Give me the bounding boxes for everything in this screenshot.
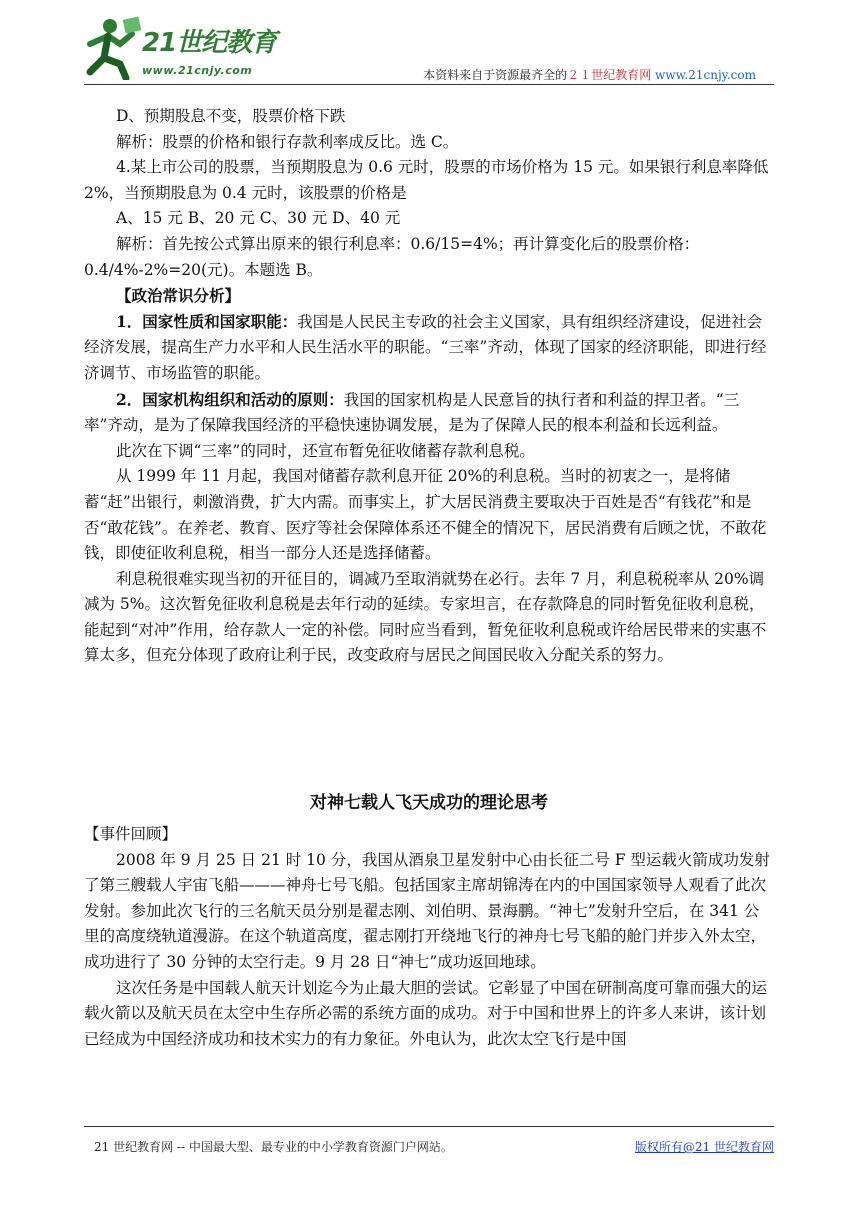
footer-tagline: 21 世纪教育网 -- 中国最大型、最专业的中小学教育资源门户网站。 [94,1140,453,1154]
analysis-4: 解析：首先按公式算出原来的银行利息率：0.6/15=4%；再计算变化后的股票价格：0.4/4%-2%=20(元)。本题选 B。 [84,234,700,279]
event-paragraph-1: 2008 年 9 月 25 日 21 时 10 分，我国从酒泉卫星发射中心由长征二号 F 型运载火箭成功发射了第三艘载人宇宙飞船———神舟七号飞船。包括国家主席胡锦涛在内的中国国家领导人观看了此次发射。参加此次飞行的三名航天员分别是翟志刚、刘伯明、景海鹏。“神七”发射升空后，在 341 公里的高度绕轨道漫游。在这个轨道高度，翟志刚打开绕地飞行的神舟七号飞船的舱门并步入外太空，成功进行了 30 分钟的太空行走。9 月 28 日“神七”成功返回地球。 [84,850,770,971]
section-heading-politics: 【政治常识分析】 [116,286,241,306]
option-d: D、预期股息不变，股票价格下跌 [116,107,346,125]
point-1-lead: 1．国家性质和国家职能： [116,311,298,331]
point-2-text: 我国的国家机构是人民意旨的执行者和利益的捍卫者。“三率”齐动，是为了保障我国经济的平稳快速协调发展，是为了保障人民的根本利益和长远利益。 [84,390,740,435]
header-note-url[interactable]: www.21cnjy.com [655,68,756,82]
point-1-text: 我国是人民民主专政的社会主义国家，具有组织经济建设，促进社会经济发展，提高生产力水平和人民生活水平的职能。“三率”齐动，体现了国家的经济职能，即进行经济调节、市场监管的职能。 [84,312,767,382]
page-header [0,0,860,92]
point-2 [84,387,774,439]
header-note [423,66,756,83]
paragraph-tax-exemption: 此次在下调“三率”的同时，还宣布暂免征收储蓄存款利息税。 [116,441,535,460]
paragraph-tax-reduction: 利息税很难实现当初的开征目的，调减乃至取消就势在必行。去年 7 月，利息税税率从 20%调减为 5%。这次暂免征收利息税是去年行动的延续。专家坦言，在存款降息的同时暂免征收利息税，能起到“对冲”作用，给存款人一定的补偿。同时应当看到，暂免征收利息税或许给居民带来的实惠不算太多，但充分体现了政府让利于民，改变政府与居民之间国民收入分配关系的努力。 [84,569,767,665]
question-4: 4.某上市公司的股票，当预期股息为 0.6 元时，股票的市场价格为 15 元。如果银行利息率降低 2%，当预期股息为 0.4 元时，该股票的价格是 [84,158,769,202]
footer-divider [84,1126,774,1127]
article-title: 对神七载人飞天成功的理论思考 [310,793,548,813]
header-divider [84,84,774,85]
paragraph-tax-history: 从 1999 年 11 月起，我国对储蓄存款利息开征 20%的利息税。当时的初衷之一，是将储蓄“赶”出银行，刺激消费，扩大内需。而事实上，扩大居民消费主要取决于百姓是否“有钱花”和是否“敢花钱”。在养老、教育、医疗等社会保障体系还不健全的情况下，居民消费有后顾之忧，不敢花钱，即使征收利息税，相当一部分人还是选择储蓄。 [84,467,767,563]
section-heading-event: 【事件回顾】 [84,825,178,843]
runner-logo-icon [80,14,144,80]
event-paragraph-2: 这次任务是中国载人航天计划迄今为止最大胆的尝试。它彰显了中国在研制高度可靠而强大的运载火箭以及航天员在太空中生存所必需的系统方面的成功。对于中国和世界上的许多人来讲，该计划已经成为中国经济成功和技术实力的有力象征。外电认为，此次太空飞行是中国 [84,978,768,1048]
footer-copyright-link[interactable]: 版权所有@21 世纪教育网 [634,1140,774,1154]
header-note-prefix: 本资料来自于资源最齐全的 [423,68,568,82]
article-body [84,822,774,1052]
point-1 [84,309,774,387]
header-note-site[interactable]: ２１世纪教育网 [567,68,652,82]
document-body [84,104,774,669]
logo-title: 21世纪教育 [142,28,277,58]
site-logo[interactable] [80,14,290,84]
logo-url: www.21cnjy.com [142,64,253,77]
point-2-lead: 2．国家机构组织和活动的原则： [116,389,344,409]
question-4-options: A、15 元 B、20 元 C、30 元 D、40 元 [116,209,401,228]
analysis-3: 解析：股票的价格和银行存款利率成反比。选 C。 [116,132,459,151]
